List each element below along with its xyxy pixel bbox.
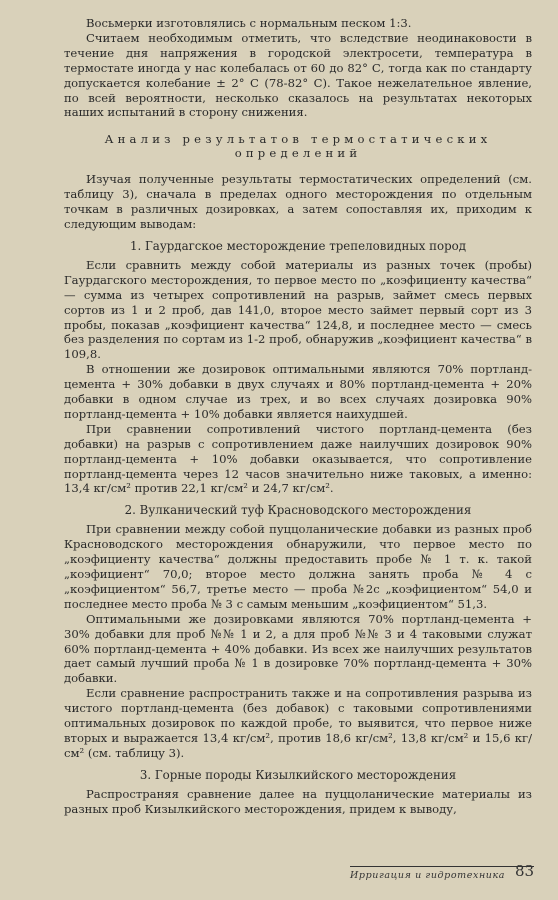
paragraph: Считаем необходимым отметить, что вследствие неодинаковости в течение дня напряжения в городской электросети, температура в термостате иногда у нас колебалась от 60 до 82° С, тогда как по стандарту допускается колебание ± 2° С (78-82° С). Такое нежелательное явление, по всей вероятности, несколько сказалось на результатах некоторых наших испытаний в сторону снижения. bbox=[64, 30, 532, 120]
footer-rule bbox=[350, 866, 534, 867]
paragraph: Изучая полученные результаты термостатических определений (см. таблицу 3), сначала в пределах одного месторождения по отдельным точкам в различных дозировках, а затем сопоставляя их, приходим к следующим выводам: bbox=[64, 172, 532, 232]
paragraph: При сравнении между собой пуццоланические добавки из разных проб Красноводского месторождения обнаружили, что первое место по „коэфициенту качества“ должны предоставить пробе № 1 т. к. такой „коэфициент“ 70,0; второе место должна занять проба № 4 с „коэфициентом“ 56,7, третье место — проба №2с „коэфициентом“ 54,0 и последнее место проба № 3 с самым меньшим „коэфициентом“ 51,3. bbox=[64, 522, 532, 611]
subsection-title: 1. Гаурдагское месторождение трепеловидных пород bbox=[129, 238, 467, 253]
section-heading-2: определений bbox=[234, 146, 362, 161]
subsection-title: 3. Горные породы Кизылкийского месторождения bbox=[139, 767, 457, 782]
paragraph: Оптимальными же дозировками являются 70% портланд-цемента + 30% добавки для проб №№ 1 и 2, а для проб №№ 3 и 4 таковыми служат 60% портланд-цемента + 40% добавки. Из всех же наилучших результатов дает самый лучший проба № 1 в дозировке 70% портланд-цемента + 30% добавки. bbox=[64, 611, 532, 686]
paragraph: При сравнении сопротивлений чистого портланд-цемента (без добавки) на разрыв с сопротивлением даже наилучших дозировок 90% портланд-цемента + 10% добавки оказывается, что сопротивление портланд-цемента через 12 часов значительно ниже таковых, а именно: 13,4 кг/см² против 22,1 кг/см² и 24,7 кг/см². bbox=[64, 421, 532, 496]
paragraph: Восьмерки изготовлялись с нормальным песком 1:3. bbox=[86, 16, 412, 30]
paragraph: Распространяя сравнение далее на пуццоланические материалы из разных проб Кизылкийского месторождения, придем к выводу, bbox=[64, 786, 532, 816]
paragraph: Если сравнение распространить также и на сопротивления разрыва из чистого портланд-цемента (без добавок) с таковыми сопротивлениями оптимальных дозировок по каждой пробе, то выявится, что первое ниже вторых и выражается 13,4 кг/см², против 18,6 кг/см², 13,8 кг/см² и 15,6 кг/см² (см. таблицу 3). bbox=[64, 686, 532, 760]
subsection-title: 2. Вулканический туф Красноводского месторождения bbox=[124, 503, 472, 518]
page-number: 83 bbox=[515, 862, 535, 880]
paragraph: Если сравнить между собой материалы из разных точек (пробы) Гаурдагского месторождения, то первое место по „коэфициенту качества“ — сумма из четырех сопротивлений на разрыв, займет смесь первых сортов из 1 и 2 проб, дав 141,0, второе место займет первый сорт из 3 пробы, показав „коэфициент качества“ 124,8, и последнее место — смесь без разделения по сортам из 1-2 проб, обнаружив „коэфициент качества“ в 109,8. bbox=[64, 257, 532, 362]
section-heading: Анализ результатов термостатических bbox=[104, 132, 492, 147]
paragraph: В отношении же дозировок оптимальными являются 70% портланд-цемента + 30% добавки в двух случаях и 80% портланд-цемента + 20% добавки в одном случае из трех, и во всех случаях дозировка 90% портланд-цемента + 10% добавки является наихудшей. bbox=[64, 362, 532, 421]
text-column bbox=[64, 16, 532, 817]
journal-name: Ирригация и гидротехника bbox=[350, 870, 506, 881]
